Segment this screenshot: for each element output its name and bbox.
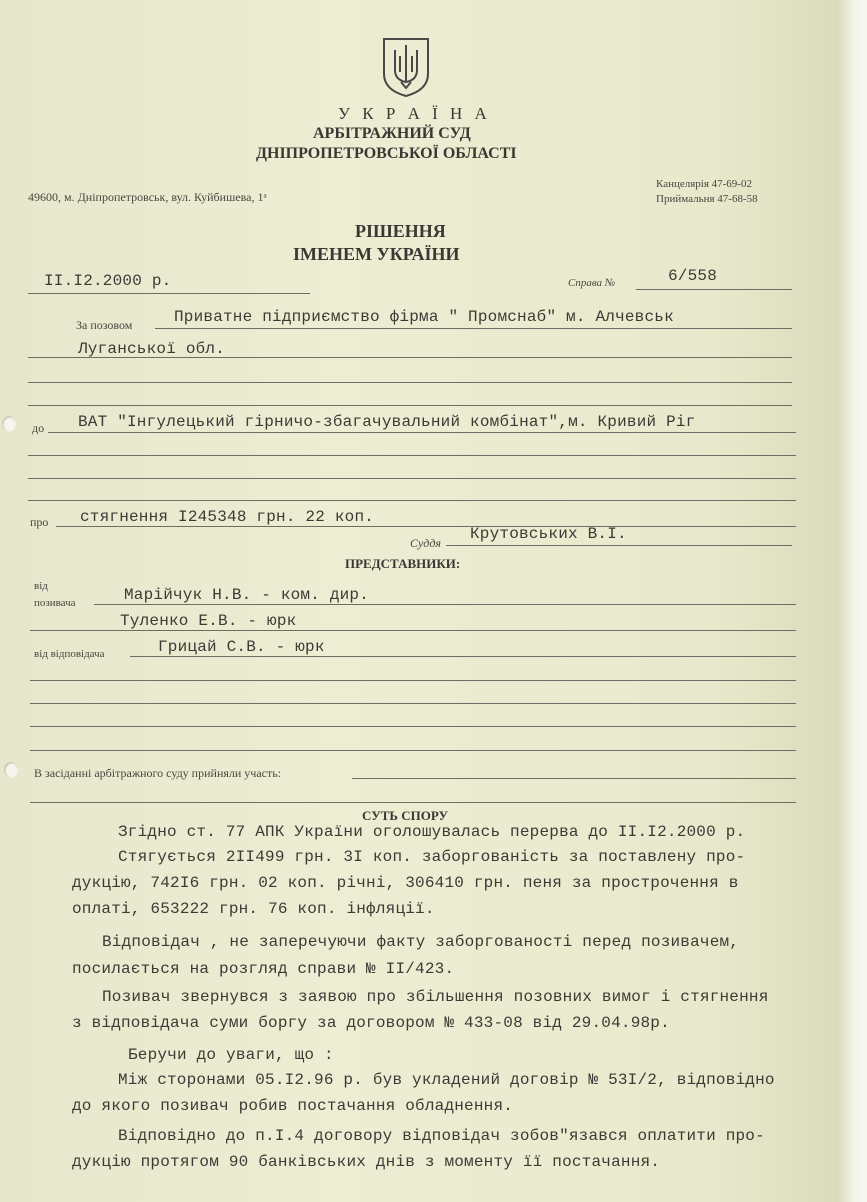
court-region: ДНІПРОПЕТРОВСЬКОЇ ОБЛАСТІ — [256, 145, 517, 162]
dispute-line: до якого позивач робив постачання обладнення. — [72, 1097, 514, 1115]
plaintiff-rep-1: Марійчук Н.В. - ком. дир. — [124, 586, 370, 604]
claim-subject: стягнення I245348 грн. 22 коп. — [80, 508, 375, 526]
defendant-name: ВАТ "Інгулецький гірничо-збагачувальний комбінат",м. Кривий Ріг — [78, 413, 696, 431]
dispute-line: Між сторонами 05.I2.96 р. був укладений договір № 53I/2, відповідно — [118, 1071, 775, 1089]
dispute-line: дукцію, 742I6 грн. 02 коп. річні, 306410 грн. пеня за прострочення в — [72, 874, 739, 892]
dispute-line: Згідно ст. 77 АПК України оголошувалась перерва до II.I2.2000 р. — [118, 823, 746, 841]
dispute-line: Стягується 2II499 грн. 3I коп. заборгованість за поставлену про- — [118, 848, 746, 866]
plaintiff-line-1: Приватне підприємство фірма " Промснаб" м. Алчевськ — [174, 308, 674, 326]
plaintiff-rep-label-bottom: позивача — [34, 597, 76, 609]
dispute-line: Відповідач , не заперечуючи факту заборгованості перед позивачем, — [102, 933, 740, 951]
dispute-line: дукцію протягом 90 банківських днів з моменту її постачання. — [72, 1153, 661, 1171]
representatives-heading: ПРЕДСТАВНИКИ: — [345, 556, 461, 571]
dispute-line: оплаті, 653222 грн. 76 коп. інфляції. — [72, 900, 435, 918]
plaintiff-rep-label-top: від — [34, 580, 48, 592]
plaintiff-label: За позовом — [76, 318, 133, 332]
plaintiff-line-2: Луганської обл. — [78, 340, 226, 358]
plaintiff-rep-2: Туленко Е.В. - юрк — [120, 612, 297, 630]
dispute-line: Беручи до уваги, що : — [128, 1046, 334, 1064]
defendant-rep-label: від відповідача — [34, 648, 105, 660]
case-number: 6/558 — [668, 267, 718, 285]
page-edge — [836, 0, 867, 1202]
judge-label: Суддя — [410, 536, 442, 550]
dispute-line: з відповідача суми боргу за договором № 433-08 від 29.04.98р. — [72, 1014, 670, 1032]
defendant-label: до — [32, 421, 45, 435]
case-number-label: Справа № — [568, 277, 616, 289]
court-name: АРБІТРАЖНИЙ СУД — [313, 125, 471, 142]
country-name: У К Р А Ї Н А — [338, 104, 491, 123]
punch-hole-top — [2, 416, 16, 432]
document-title: РІШЕННЯ — [355, 221, 446, 241]
judge-name: Крутовських В.І. — [470, 525, 627, 543]
dispute-line: посилається на розгляд справи № II/423. — [72, 960, 455, 978]
coat-of-arms-icon — [381, 36, 431, 98]
defendant-rep: Грицай С.В. - юрк — [158, 638, 325, 656]
document-subtitle: ІМЕНЕМ УКРАЇНИ — [293, 244, 460, 264]
subject-label: про — [30, 515, 49, 529]
dispute-line: Позивач звернувся з заявою про збільшення позовних вимог і стягнення — [102, 988, 769, 1006]
participation-label: В засіданні арбітражного суду прийняли участь: — [34, 766, 282, 780]
phone-reception: Приймальня 47-68-58 — [656, 193, 758, 205]
dispute-line: Відповідно до п.І.4 договору відповідач зобов"язався оплатити про- — [118, 1127, 765, 1145]
punch-hole-bottom — [4, 762, 18, 778]
decision-date: II.I2.2000 р. — [44, 272, 172, 290]
phone-office: Канцелярія 47-69-02 — [656, 178, 752, 190]
court-address: 49600, м. Дніпропетровськ, вул. Куйбишева, 1ᵃ — [28, 190, 267, 204]
dispute-heading: СУТЬ СПОРУ — [362, 808, 449, 823]
